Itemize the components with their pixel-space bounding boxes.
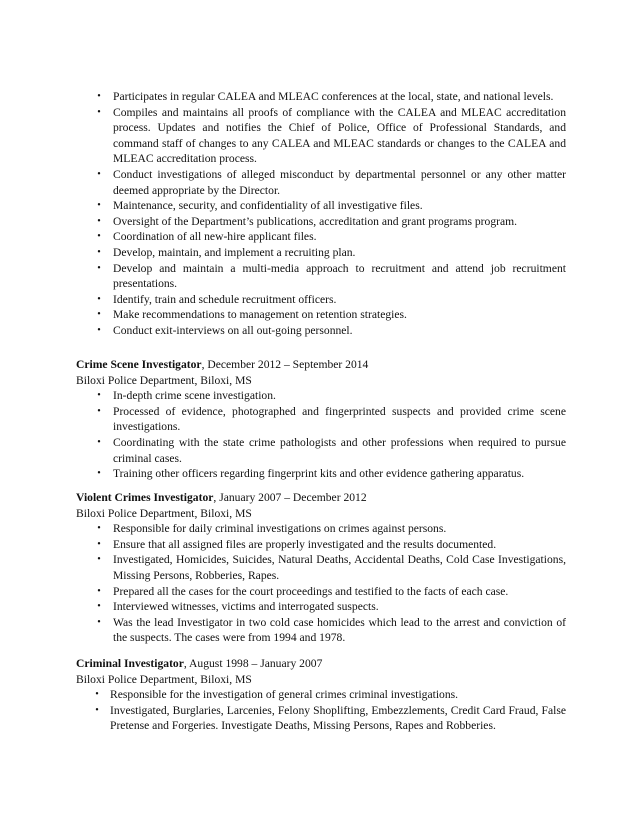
list-item xyxy=(76,323,566,339)
bullet-icon: • xyxy=(97,215,101,227)
bullet-text: Ensure that all assigned files are properly investigated and the results documented. xyxy=(113,537,497,551)
bullet-text: Responsible for the investigation of general crimes criminal investigations. xyxy=(110,688,459,702)
bullet-icon: • xyxy=(97,405,101,417)
bullet-icon: • xyxy=(97,106,101,118)
job-violent-crimes-investigator xyxy=(76,490,566,646)
list-item xyxy=(76,388,566,404)
job-bullet-list xyxy=(76,687,566,734)
bullet-icon: • xyxy=(97,200,101,212)
list-item xyxy=(76,245,566,261)
list-item xyxy=(76,261,566,292)
bullet-text: In-depth crime scene investigation. xyxy=(113,389,276,403)
bullet-icon: • xyxy=(97,523,101,535)
bullet-icon: • xyxy=(97,601,101,613)
bullet-icon: • xyxy=(97,390,101,402)
bullet-text: Coordination of all new-hire applicant files. xyxy=(113,230,317,244)
list-item xyxy=(76,435,566,466)
bullet-icon: • xyxy=(95,689,99,701)
bullet-text: Conduct investigations of alleged misconduct by departmental personnel or any other matter deemed appropriate by the Director. xyxy=(113,167,566,197)
bullet-icon: • xyxy=(97,231,101,243)
bullet-icon: • xyxy=(97,436,101,448)
employer: Biloxi Police Department, Biloxi, MS xyxy=(76,506,252,520)
list-item xyxy=(76,229,566,245)
job-bullet-list xyxy=(76,388,566,482)
bullet-text: Coordinating with the state crime pathologists and other professions when required to pursue criminal cases. xyxy=(113,435,566,465)
bullet-icon: • xyxy=(97,585,101,597)
bullet-icon: • xyxy=(97,91,101,102)
bullet-text: Identify, train and schedule recruitment officers. xyxy=(113,292,337,306)
bullet-icon: • xyxy=(97,324,101,336)
bullet-text: Maintenance, security, and confidentiality of all investigative files. xyxy=(113,199,423,213)
bullet-icon: • xyxy=(97,554,101,566)
job-dates: , January 2007 – December 2012 xyxy=(213,491,367,504)
list-item xyxy=(76,552,566,583)
list-item xyxy=(76,307,566,323)
list-item xyxy=(76,466,566,482)
bullet-icon: • xyxy=(97,309,101,321)
bullet-icon: • xyxy=(97,262,101,274)
job-heading xyxy=(76,490,566,506)
list-item xyxy=(76,89,566,105)
job-crime-scene-investigator xyxy=(76,357,566,482)
employer: Biloxi Police Department, Biloxi, MS xyxy=(76,373,252,387)
job-dates: , December 2012 – September 2014 xyxy=(201,358,369,371)
bullet-text: Interviewed witnesses, victims and interrogated suspects. xyxy=(113,600,379,614)
bullet-text: Compiles and maintains all proofs of compliance with the CALEA and MLEAC accreditation process. Updates and notifies the Chief of Police, Office of Professional Standards, and command staff of changes to any CALEA and MLEAC standards or changes to the CALEA and MLEAC accreditation process. xyxy=(113,105,566,166)
bullet-icon: • xyxy=(97,246,101,258)
job-dates: , August 1998 – January 2007 xyxy=(183,657,323,670)
list-item xyxy=(76,584,566,600)
employer: Biloxi Police Department, Biloxi, MS xyxy=(76,672,252,686)
list-item xyxy=(76,687,566,703)
list-item xyxy=(76,292,566,308)
list-item xyxy=(76,599,566,615)
job-title: Crime Scene Investigator xyxy=(76,358,202,371)
bullet-text: Prepared all the cases for the court proceedings and testified to the facts of each case. xyxy=(113,584,509,598)
bullet-text: Was the lead Investigator in two cold case homicides which lead to the arrest and conviction of the suspects. The cases were from 1994 and 1978. xyxy=(113,615,566,645)
list-item xyxy=(76,404,566,435)
list-item xyxy=(76,537,566,553)
list-item xyxy=(76,214,566,230)
bullet-text: Develop, maintain, and implement a recruiting plan. xyxy=(113,245,356,259)
intro-section xyxy=(76,89,566,339)
bullet-text: Make recommendations to management on retention strategies. xyxy=(113,308,407,322)
bullet-text: Investigated, Burglaries, Larcenies, Felony Shoplifting, Embezzlements, Credit Card Fraud, False Pretense and Forgeries. Investigate Deaths, Missing Persons, Rapes and Robberies. xyxy=(110,703,566,733)
bullet-icon: • xyxy=(97,293,101,305)
bullet-text: Develop and maintain a multi-media approach to recruitment and attend job recruitment presentations. xyxy=(113,261,566,291)
bullet-text: Training other officers regarding fingerprint kits and other evidence gathering apparatus. xyxy=(113,467,525,481)
bullet-icon: • xyxy=(97,616,101,628)
job-heading xyxy=(76,656,566,672)
list-item xyxy=(76,615,566,646)
bullet-text: Processed of evidence, photographed and fingerprinted suspects and provided crime scene investigations. xyxy=(113,404,566,434)
job-title: Criminal Investigator xyxy=(76,657,184,670)
bullet-icon: • xyxy=(97,168,101,180)
list-item xyxy=(76,703,566,734)
list-item xyxy=(76,198,566,214)
bullet-icon: • xyxy=(97,538,101,550)
intro-bullet-list xyxy=(76,89,566,339)
list-item xyxy=(76,521,566,537)
bullet-text: Participates in regular CALEA and MLEAC conferences at the local, state, and national levels. xyxy=(113,90,554,103)
job-bullet-list xyxy=(76,521,566,646)
bullet-text: Investigated, Homicides, Suicides, Natural Deaths, Accidental Deaths, Cold Case Investigations, Missing Persons, Robberies, Rapes. xyxy=(113,553,566,582)
bullet-text: Oversight of the Department’s publications, accreditation and grant programs program. xyxy=(113,214,518,228)
job-heading xyxy=(76,357,566,373)
list-item xyxy=(76,105,566,167)
bullet-icon: • xyxy=(97,468,101,480)
bullet-icon: • xyxy=(95,704,99,716)
bullet-text: Responsible for daily criminal investigations on crimes against persons. xyxy=(113,522,447,536)
job-criminal-investigator xyxy=(76,656,566,734)
list-item xyxy=(76,167,566,198)
bullet-text: Conduct exit-interviews on all out-going personnel. xyxy=(113,323,353,337)
job-title: Violent Crimes Investigator xyxy=(76,491,214,504)
